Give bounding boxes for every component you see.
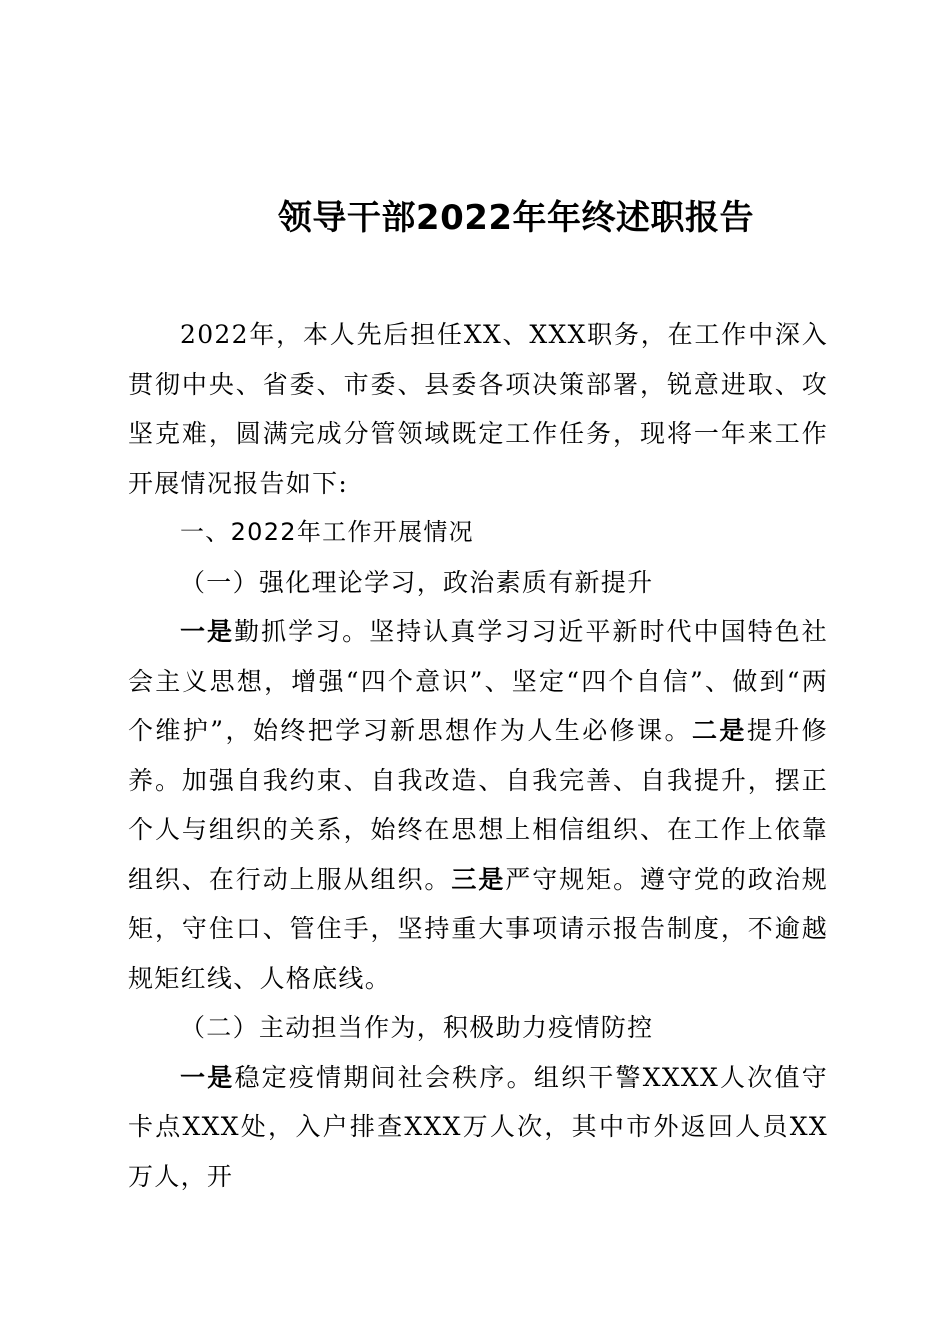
lead-text-3: 严守规矩。遵守党的政治规矩，守住口、管住手，坚持重大事项请示报告制度，不逾越规矩红线、人格底线。 xyxy=(128,864,828,993)
document-title: 领导干部2022年年终述职报告 xyxy=(277,198,755,238)
subsection-1-paragraph xyxy=(128,607,828,1003)
lead-marker-2: 二是 xyxy=(691,716,747,745)
lead-text-1: 勤抓学习。坚持认真学习习近平新时代中国特色社会主义思想，增强“四个意识”、坚定“四个自信”、做到“两个维护”，始终把学习新思想作为人生必修课。 xyxy=(128,617,828,745)
subsection-2-paragraph xyxy=(128,1053,828,1202)
subsection-2-heading: （二）主动担当作为，积极助力疫情防控 xyxy=(180,1013,654,1042)
subsection-1-heading: （一）强化理论学习，政治素质有新提升 xyxy=(180,567,654,597)
intro-paragraph: 2022年，本人先后担任XX、XXX职务，在工作中深入贯彻中央、省委、市委、县委各项决策部署，锐意进取、攻坚克难，圆满完成分管领域既定工作任务，现将一年来工作开展情况报告如下: xyxy=(128,320,828,498)
lead-marker-1: 一是 xyxy=(180,617,235,646)
section-1-heading: 一、2022年工作开展情况 xyxy=(180,518,474,546)
lead-text-2: 提升修养。加强自我约束、自我改造、自我完善、自我提升，摆正个人与组织的关系，始终在思想上相信组织、在工作上依靠组织、在行动上服从组织。 xyxy=(128,716,828,894)
lead-marker-4: 一是 xyxy=(180,1062,235,1092)
document-body xyxy=(128,310,828,1201)
lead-marker-3: 三是 xyxy=(451,864,506,894)
lead-text-4: 稳定疫情期间社会秩序。组织干警XXXX人次值守卡点XXX处，入户排查XXX万人次，其中市外返回人员XX万人，开 xyxy=(128,1062,829,1191)
